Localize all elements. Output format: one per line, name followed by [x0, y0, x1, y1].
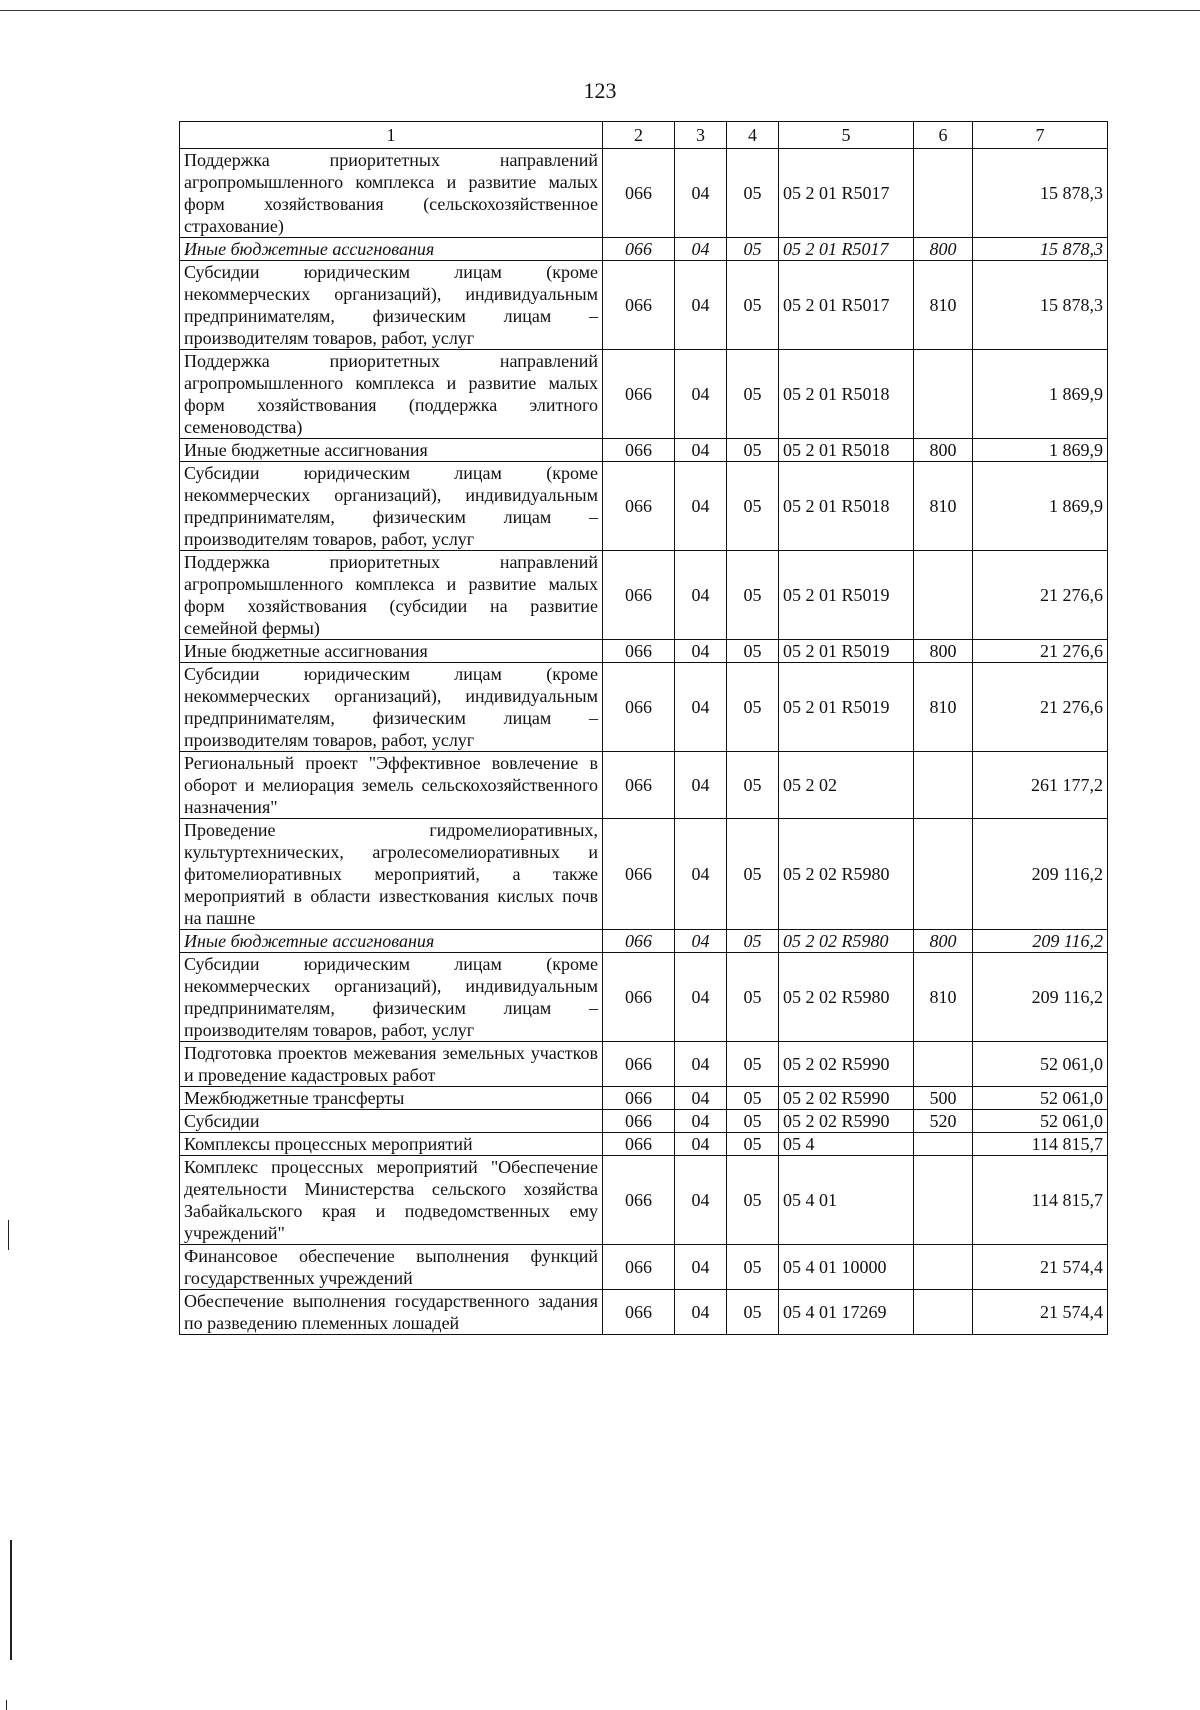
row-col2-cell: 066: [603, 439, 675, 462]
row-col3-cell: 04: [675, 819, 727, 930]
row-col2-cell: 066: [603, 819, 675, 930]
row-amount-cell: 15 878,3: [973, 149, 1108, 238]
row-amount-cell: 209 116,2: [973, 953, 1108, 1042]
row-col3-cell: 04: [675, 1290, 727, 1335]
row-col4-cell: 05: [727, 930, 779, 953]
row-code-cell: 05 2 02 R5990: [779, 1042, 914, 1087]
page-number: 123: [583, 78, 617, 103]
row-col6-cell: 500: [914, 1087, 973, 1110]
row-name-cell: Комплексы процессных мероприятий: [180, 1133, 603, 1156]
row-code-cell: 05 2 02 R5980: [779, 930, 914, 953]
row-code-cell: 05 4 01 10000: [779, 1245, 914, 1290]
row-col2-cell: 066: [603, 1042, 675, 1087]
row-col6-cell: [914, 1042, 973, 1087]
row-col4-cell: 05: [727, 1042, 779, 1087]
row-name-cell: Финансовое обеспечение выполнения функций государственных учреждений: [180, 1245, 603, 1290]
row-col3-cell: 04: [675, 1042, 727, 1087]
row-amount-cell: 21 574,4: [973, 1245, 1108, 1290]
row-amount-cell: 21 276,6: [973, 551, 1108, 640]
row-name-cell: Обеспечение выполнения государственного задания по разведению племенных лошадей: [180, 1290, 603, 1335]
row-code-cell: 05 4 01: [779, 1156, 914, 1245]
row-name-cell: Поддержка приоритетных направлений агропромышленного комплекса и развитие малых форм хозяйствования (субсидии на развитие семейной фермы): [180, 551, 603, 640]
row-col2-cell: 066: [603, 462, 675, 551]
row-col3-cell: 04: [675, 640, 727, 663]
column-header: 2: [603, 122, 675, 149]
row-col6-cell: 800: [914, 439, 973, 462]
column-header: 3: [675, 122, 727, 149]
row-col6-cell: [914, 752, 973, 819]
row-col4-cell: 05: [727, 1133, 779, 1156]
row-col2-cell: 066: [603, 551, 675, 640]
row-amount-cell: 114 815,7: [973, 1156, 1108, 1245]
row-col4-cell: 05: [727, 640, 779, 663]
column-header: 1: [180, 122, 603, 149]
row-col2-cell: 066: [603, 640, 675, 663]
table-row: [180, 462, 1108, 551]
budget-table: [179, 121, 1108, 1335]
row-code-cell: 05 2 01 R5017: [779, 149, 914, 238]
row-amount-cell: 261 177,2: [973, 752, 1108, 819]
row-col6-cell: 810: [914, 953, 973, 1042]
row-name-cell: Поддержка приоритетных направлений агропромышленного комплекса и развитие малых форм хозяйствования (сельскохозяйственное страхование): [180, 149, 603, 238]
row-amount-cell: 52 061,0: [973, 1087, 1108, 1110]
table-row: [180, 439, 1108, 462]
row-code-cell: 05 2 01 R5019: [779, 640, 914, 663]
row-name-cell: Иные бюджетные ассигнования: [180, 238, 603, 261]
row-name-cell: Субсидии юридическим лицам (кроме некоммерческих организаций), индивидуальным предпринимателям, физическим лицам – производителям товаров, работ, услуг: [180, 462, 603, 551]
row-name-cell: Субсидии: [180, 1110, 603, 1133]
row-col6-cell: [914, 819, 973, 930]
table-row: [180, 1087, 1108, 1110]
row-col6-cell: 800: [914, 640, 973, 663]
row-col6-cell: [914, 350, 973, 439]
table-row: [180, 1110, 1108, 1133]
row-col4-cell: 05: [727, 1290, 779, 1335]
row-amount-cell: 52 061,0: [973, 1110, 1108, 1133]
margin-mark: [6, 1700, 7, 1710]
row-col3-cell: 04: [675, 1245, 727, 1290]
row-col3-cell: 04: [675, 1110, 727, 1133]
row-name-cell: Комплекс процессных мероприятий "Обеспечение деятельности Министерства сельского хозяйства Забайкальского края и подведомственных ему учреждений": [180, 1156, 603, 1245]
row-col6-cell: [914, 149, 973, 238]
row-col2-cell: 066: [603, 149, 675, 238]
row-col4-cell: 05: [727, 149, 779, 238]
row-name-cell: Субсидии юридическим лицам (кроме некоммерческих организаций), индивидуальным предпринимателям, физическим лицам – производителям товаров, работ, услуг: [180, 953, 603, 1042]
row-col6-cell: 800: [914, 238, 973, 261]
row-amount-cell: 15 878,3: [973, 238, 1108, 261]
row-col3-cell: 04: [675, 953, 727, 1042]
row-name-cell: Подготовка проектов межевания земельных участков и проведение кадастровых работ: [180, 1042, 603, 1087]
table-row: [180, 953, 1108, 1042]
table-row: [180, 1245, 1108, 1290]
row-amount-cell: 1 869,9: [973, 462, 1108, 551]
row-col4-cell: 05: [727, 462, 779, 551]
row-amount-cell: 209 116,2: [973, 930, 1108, 953]
row-amount-cell: 21 276,6: [973, 663, 1108, 752]
header-row: [180, 122, 1108, 149]
row-col3-cell: 04: [675, 350, 727, 439]
table-row: [180, 930, 1108, 953]
row-name-cell: Проведение гидромелиоративных, культуртехнических, агролесомелиоративных и фитомелиоративных мероприятий, а также мероприятий в области известкования кислых почв на пашне: [180, 819, 603, 930]
column-header: 7: [973, 122, 1108, 149]
table-row: [180, 149, 1108, 238]
row-code-cell: 05 2 01 R5019: [779, 551, 914, 640]
column-header: 4: [727, 122, 779, 149]
row-col2-cell: 066: [603, 1133, 675, 1156]
row-code-cell: 05 2 02 R5980: [779, 953, 914, 1042]
row-col3-cell: 04: [675, 1087, 727, 1110]
row-col2-cell: 066: [603, 752, 675, 819]
row-amount-cell: 15 878,3: [973, 261, 1108, 350]
row-amount-cell: 21 276,6: [973, 640, 1108, 663]
row-col6-cell: 810: [914, 261, 973, 350]
row-col2-cell: 066: [603, 1087, 675, 1110]
row-amount-cell: 52 061,0: [973, 1042, 1108, 1087]
table-row: [180, 238, 1108, 261]
row-code-cell: 05 4: [779, 1133, 914, 1156]
table-row: [180, 551, 1108, 640]
row-col6-cell: 520: [914, 1110, 973, 1133]
row-col3-cell: 04: [675, 462, 727, 551]
scan-edge-top: [0, 10, 1200, 11]
row-col2-cell: 066: [603, 930, 675, 953]
row-col6-cell: 810: [914, 462, 973, 551]
row-col4-cell: 05: [727, 238, 779, 261]
row-code-cell: 05 2 01 R5018: [779, 462, 914, 551]
row-col4-cell: 05: [727, 1110, 779, 1133]
row-col2-cell: 066: [603, 238, 675, 261]
table-row: [180, 1133, 1108, 1156]
row-amount-cell: 209 116,2: [973, 819, 1108, 930]
row-col3-cell: 04: [675, 1156, 727, 1245]
row-col4-cell: 05: [727, 752, 779, 819]
row-col3-cell: 04: [675, 663, 727, 752]
row-col4-cell: 05: [727, 439, 779, 462]
row-name-cell: Иные бюджетные ассигнования: [180, 930, 603, 953]
row-col2-cell: 066: [603, 953, 675, 1042]
row-col6-cell: [914, 1290, 973, 1335]
row-name-cell: Региональный проект "Эффективное вовлечение в оборот и мелиорация земель сельскохозяйственного назначения": [180, 752, 603, 819]
row-col2-cell: 066: [603, 350, 675, 439]
row-col4-cell: 05: [727, 261, 779, 350]
table-row: [180, 350, 1108, 439]
row-name-cell: Субсидии юридическим лицам (кроме некоммерческих организаций), индивидуальным предпринимателям, физическим лицам – производителям товаров, работ, услуг: [180, 663, 603, 752]
row-name-cell: Иные бюджетные ассигнования: [180, 640, 603, 663]
row-col4-cell: 05: [727, 1245, 779, 1290]
row-code-cell: 05 2 01 R5017: [779, 261, 914, 350]
row-col3-cell: 04: [675, 439, 727, 462]
row-amount-cell: 1 869,9: [973, 350, 1108, 439]
table-row: [180, 1042, 1108, 1087]
row-col3-cell: 04: [675, 930, 727, 953]
column-header: 6: [914, 122, 973, 149]
row-col3-cell: 04: [675, 1133, 727, 1156]
row-col6-cell: [914, 1245, 973, 1290]
row-code-cell: 05 4 01 17269: [779, 1290, 914, 1335]
margin-mark: [8, 1220, 9, 1250]
row-amount-cell: 21 574,4: [973, 1290, 1108, 1335]
row-col4-cell: 05: [727, 551, 779, 640]
row-col6-cell: [914, 1156, 973, 1245]
table-row: [180, 663, 1108, 752]
table-row: [180, 261, 1108, 350]
row-name-cell: Иные бюджетные ассигнования: [180, 439, 603, 462]
row-code-cell: 05 2 02 R5980: [779, 819, 914, 930]
row-code-cell: 05 2 01 R5018: [779, 439, 914, 462]
row-col4-cell: 05: [727, 350, 779, 439]
row-col3-cell: 04: [675, 752, 727, 819]
table-row: [180, 819, 1108, 930]
row-col3-cell: 04: [675, 551, 727, 640]
row-col2-cell: 066: [603, 1110, 675, 1133]
column-header: 5: [779, 122, 914, 149]
row-col3-cell: 04: [675, 238, 727, 261]
row-code-cell: 05 2 02: [779, 752, 914, 819]
table-row: [180, 640, 1108, 663]
row-col2-cell: 066: [603, 1245, 675, 1290]
row-col6-cell: 800: [914, 930, 973, 953]
row-code-cell: 05 2 02 R5990: [779, 1110, 914, 1133]
table-row: [180, 752, 1108, 819]
row-name-cell: Субсидии юридическим лицам (кроме некоммерческих организаций), индивидуальным предпринимателям, физическим лицам – производителям товаров, работ, услуг: [180, 261, 603, 350]
table-row: [180, 1156, 1108, 1245]
row-code-cell: 05 2 01 R5017: [779, 238, 914, 261]
row-col6-cell: [914, 551, 973, 640]
row-col4-cell: 05: [727, 663, 779, 752]
margin-mark: [10, 1540, 12, 1660]
row-col4-cell: 05: [727, 1156, 779, 1245]
row-col2-cell: 066: [603, 261, 675, 350]
row-col2-cell: 066: [603, 1156, 675, 1245]
row-col4-cell: 05: [727, 1087, 779, 1110]
row-col2-cell: 066: [603, 663, 675, 752]
row-amount-cell: 114 815,7: [973, 1133, 1108, 1156]
row-amount-cell: 1 869,9: [973, 439, 1108, 462]
row-col6-cell: [914, 1133, 973, 1156]
table-body: [180, 149, 1108, 1335]
row-col6-cell: 810: [914, 663, 973, 752]
row-col4-cell: 05: [727, 953, 779, 1042]
row-col3-cell: 04: [675, 149, 727, 238]
row-col4-cell: 05: [727, 819, 779, 930]
row-col2-cell: 066: [603, 1290, 675, 1335]
row-code-cell: 05 2 01 R5018: [779, 350, 914, 439]
row-name-cell: Межбюджетные трансферты: [180, 1087, 603, 1110]
row-col3-cell: 04: [675, 261, 727, 350]
row-name-cell: Поддержка приоритетных направлений агропромышленного комплекса и развитие малых форм хозяйствования (поддержка элитного семеноводства): [180, 350, 603, 439]
row-code-cell: 05 2 01 R5019: [779, 663, 914, 752]
table-row: [180, 1290, 1108, 1335]
row-code-cell: 05 2 02 R5990: [779, 1087, 914, 1110]
